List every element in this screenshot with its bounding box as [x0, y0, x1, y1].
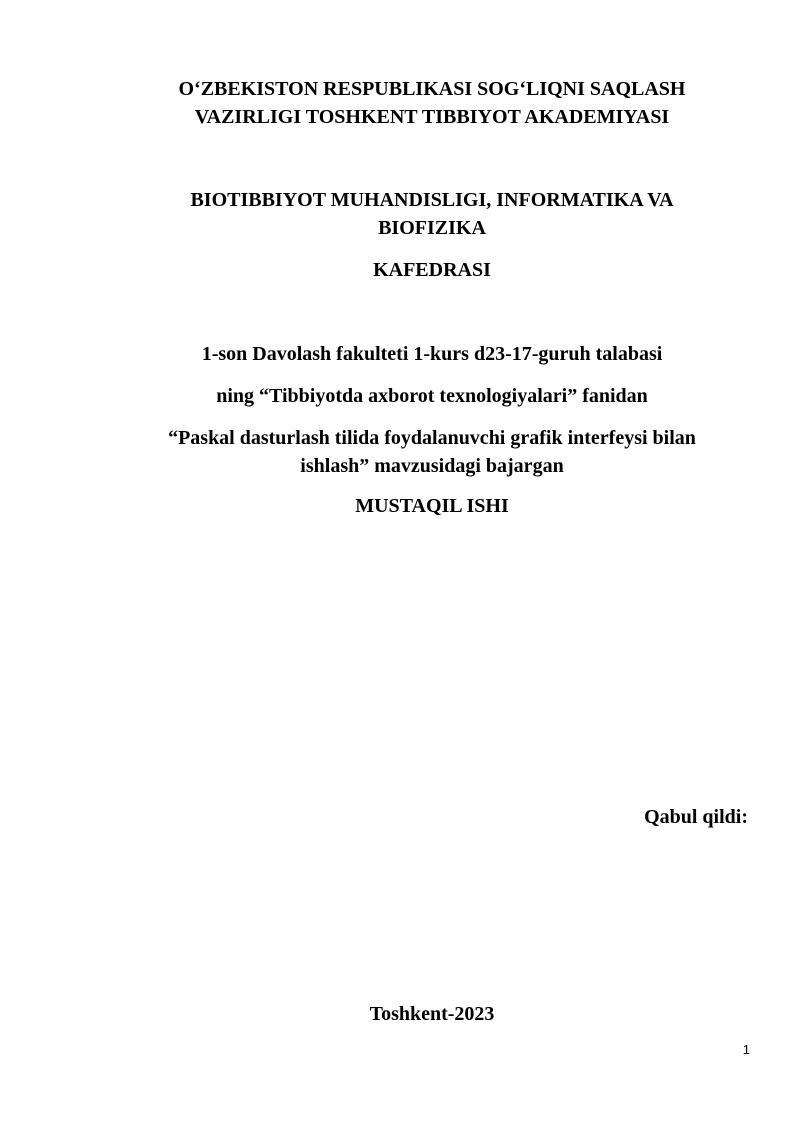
department-line-1: BIOTIBBIYOT MUHANDISLIGI, INFORMATIKA VA — [190, 189, 674, 211]
student-line: 1-son Davolash fakulteti 1-kurs d23-17-guruh talabasi — [201, 343, 663, 365]
page-number: 1 — [742, 1042, 750, 1057]
topic-line-1: “Paskal dasturlash tilida foydalanuvchi grafik interfeysi bilan — [168, 427, 696, 449]
topic-line-2: ishlash” mavzusidagi bajargan — [300, 455, 564, 477]
ministry-title-line-1: O‘ZBEKISTON RESPUBLIKASI SOG‘LIQNI SAQLASH — [178, 78, 686, 100]
work-type: MUSTAQIL ISHI — [355, 495, 509, 517]
department-line-3: KAFEDRASI — [373, 259, 491, 281]
ministry-title-line-2: VAZIRLIGI TOSHKENT TIBBIYOT AKADEMIYASI — [194, 106, 670, 128]
city-year: Toshkent-2023 — [369, 1003, 495, 1025]
department-line-2: BIOFIZIKA — [378, 217, 486, 239]
subject-line: ning “Tibbiyotda axborot texnologiyalari” fanidan — [216, 385, 648, 407]
accepted-by-label: Qabul qildi: — [644, 806, 748, 828]
